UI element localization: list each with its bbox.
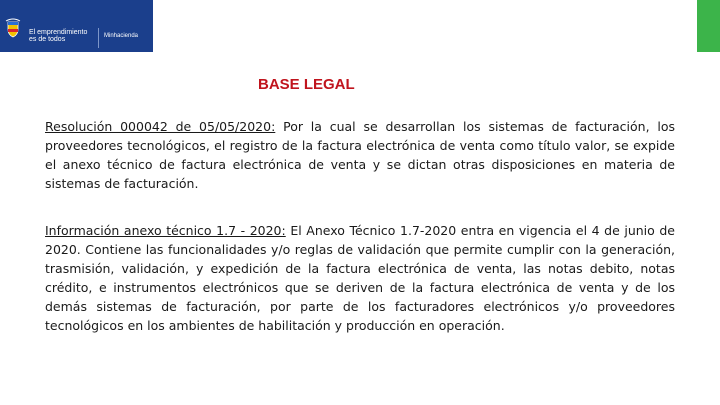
page-title: BASE LEGAL — [258, 76, 355, 93]
paragraph-lead-anexo-tecnico: Información anexo técnico 1.7 - 2020: — [45, 223, 286, 238]
ministry-logo-text: Minhacienda — [104, 33, 139, 39]
paragraph-text-resolucion: Por la cual se desarrollan los sistemas de facturación, los proveedores tecnológicos, el registro de la factura electrónica de venta como título valor, se expide el anexo técnico de factura electrónica de venta y se dictan otras disposiciones en materia de sistemas de facturación. — [45, 119, 675, 191]
paragraph-resolucion — [45, 117, 675, 193]
paragraph-anexo-tecnico — [45, 221, 675, 335]
header-bar — [0, 0, 153, 52]
paragraph-text-anexo-tecnico: El Anexo Técnico 1.7-2020 entra en vigencia el 4 de junio de 2020. Contiene las funcionalidades y/o reglas de validación que permite cumplir con la generación, trasmisión, validación, y expedición de la factura electrónica de venta, las notas debito, notas crédito, e instrumentos electrónicos que se deriven de la factura electrónica de venta y de los demás sistemas de facturación, por parte de los facturadores electrónicos y/o proveedores tecnológicos en los ambientes de habilitación y producción en operación. — [45, 223, 675, 333]
header-accent-bar — [697, 0, 720, 52]
header — [0, 0, 720, 52]
paragraph-lead-resolucion: Resolución 000042 de 05/05/2020: — [45, 119, 276, 134]
brand-line-2: es de todos — [29, 36, 66, 43]
header-divider — [98, 28, 99, 48]
brand-logo-text — [29, 29, 87, 43]
brand-line-1: El emprendimiento — [29, 29, 88, 36]
colombia-coat-of-arms-icon — [5, 18, 21, 38]
